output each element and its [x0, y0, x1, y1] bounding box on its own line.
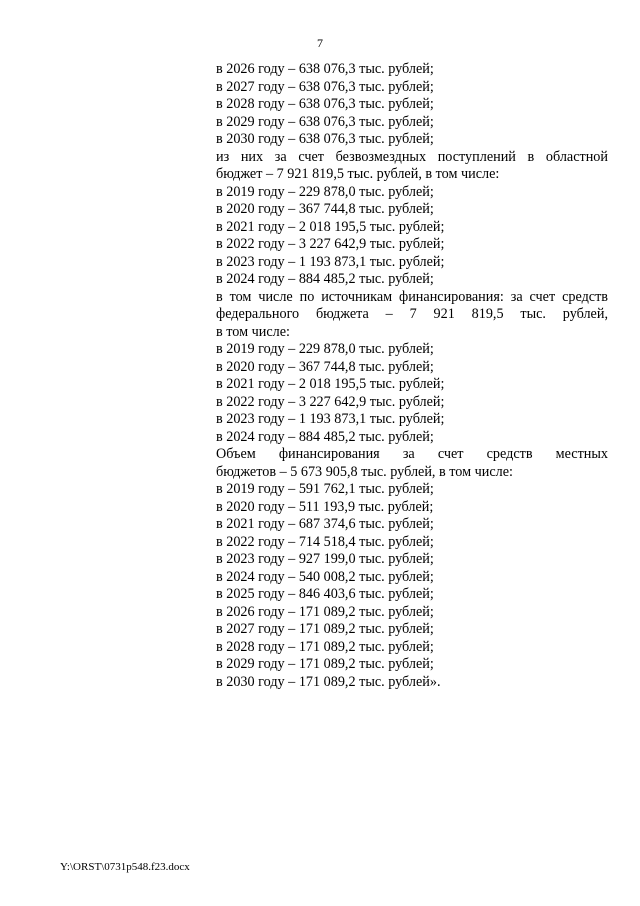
file-path-footer: Y:\ORST\0731p548.f23.docx [60, 861, 190, 873]
text-line: из них за счет безвозмездных поступлений в областной [216, 148, 608, 165]
text-line: в 2024 году – 884 485,2 тыс. рублей; [216, 271, 434, 287]
text-line: в том числе по источникам финансирования: за счет средств [216, 288, 608, 305]
text-line: в 2023 году – 927 199,0 тыс. рублей; [216, 551, 434, 567]
text-line: в 2019 году – 229 878,0 тыс. рублей; [216, 183, 434, 200]
text-line: в 2029 году – 638 076,3 тыс. рублей; [216, 113, 434, 130]
text-line: в 2020 году – 511 193,9 тыс. рублей; [216, 498, 434, 515]
text-line: в 2022 году – 714 518,4 тыс. рублей; [216, 533, 434, 550]
text-line: в 2023 году – 1 193 873,1 тыс. рублей; [216, 411, 445, 427]
text-line: в 2023 году – 1 193 873,1 тыс. рублей; [216, 253, 445, 270]
text-line: федерального бюджета – 7 921 819,5 тыс. рублей, [216, 306, 608, 322]
text-line: в 2028 году – 171 089,2 тыс. рублей; [216, 638, 434, 655]
text-line: в 2027 году – 638 076,3 тыс. рублей; [216, 78, 434, 95]
text-line: в 2021 году – 2 018 195,5 тыс. рублей; [216, 376, 445, 392]
text-line: бюджетов – 5 673 905,8 тыс. рублей, в том числе: [216, 463, 513, 480]
text-line: в 2027 году – 171 089,2 тыс. рублей; [216, 621, 434, 637]
text-line: в том числе: [216, 323, 290, 340]
text-line: в 2029 году – 171 089,2 тыс. рублей; [216, 656, 434, 672]
text-line: в 2028 году – 638 076,3 тыс. рублей; [216, 96, 434, 112]
document-body [216, 61, 608, 691]
text-line: в 2020 году – 367 744,8 тыс. рублей; [216, 201, 434, 217]
text-line: в 2030 году – 171 089,2 тыс. рублей». [216, 673, 441, 690]
text-line: в 2030 году – 638 076,3 тыс. рублей; [216, 131, 434, 147]
text-line: в 2019 году – 591 762,1 тыс. рублей; [216, 481, 434, 497]
text-line: в 2020 году – 367 744,8 тыс. рублей; [216, 358, 434, 375]
text-line: в 2021 году – 687 374,6 тыс. рублей; [216, 516, 434, 532]
text-line: в 2021 году – 2 018 195,5 тыс. рублей; [216, 218, 445, 235]
text-line: в 2022 году – 3 227 642,9 тыс. рублей; [216, 393, 445, 410]
text-line: бюджет – 7 921 819,5 тыс. рублей, в том числе: [216, 166, 500, 182]
page-number: 7 [317, 36, 323, 50]
text-line: в 2026 году – 171 089,2 тыс. рублей; [216, 603, 434, 620]
text-line: Объем финансирования за счет средств местных [216, 446, 608, 462]
text-line: в 2019 году – 229 878,0 тыс. рублей; [216, 341, 434, 357]
text-line: в 2022 году – 3 227 642,9 тыс. рублей; [216, 236, 445, 252]
text-line: в 2024 году – 884 485,2 тыс. рублей; [216, 428, 434, 445]
text-line: в 2024 году – 540 008,2 тыс. рублей; [216, 568, 434, 585]
text-line: в 2025 году – 846 403,6 тыс. рублей; [216, 586, 434, 602]
text-line: в 2026 году – 638 076,3 тыс. рублей; [216, 61, 434, 77]
